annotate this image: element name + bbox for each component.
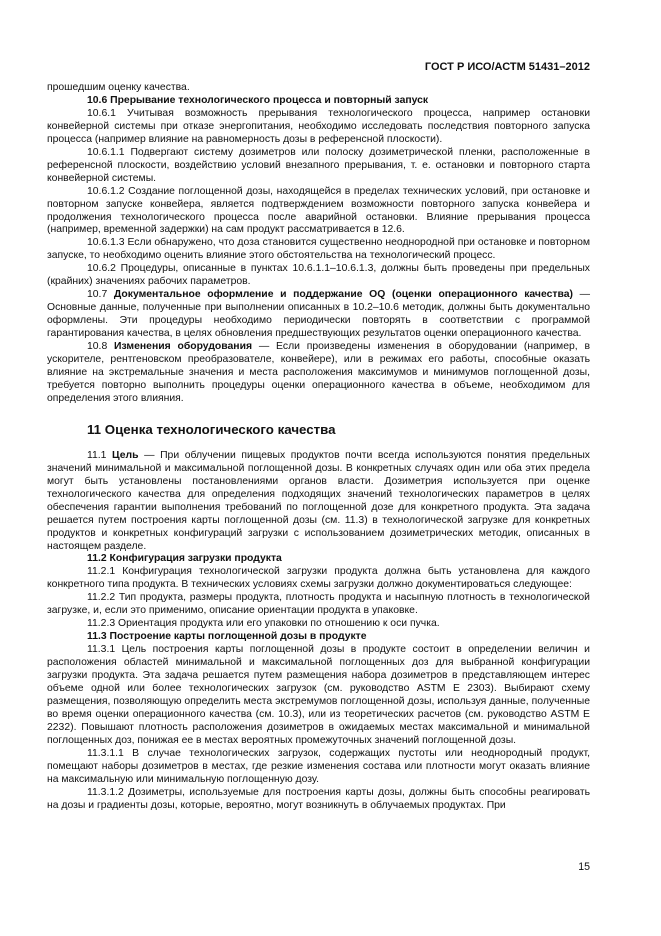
paragraph: [47, 95, 590, 108]
paragraph: [47, 631, 590, 644]
paragraph-text: 10.6.1.3 Если обнаружено, что доза становится существенно неоднородной при остановке и повторном запуске, то необходимо оценить влияние этого обстоятельства на технологический процесс.: [47, 237, 590, 262]
clause-title: Цель: [112, 449, 139, 461]
paragraph-text: 11.3.1.1 В случае технологических загрузок, содержащих пустоты или неоднородный продукт, помещают наборы дозиметров в местах, где резкие изменения состава или плотности могут оказать влияние на максимальную или минимальную поглощенную дозу.: [47, 747, 590, 785]
paragraph-text: 11.2.1 Конфигурация технологической загрузки продукта должна быть установлена для каждого конкретного типа продукта. В технических условиях схемы загрузки должно документироваться следующее:: [47, 566, 590, 591]
paragraph-text: 11.2.2 Тип продукта, размеры продукта, плотность продукта и насыпную плотность в технологической загрузке, и, если это применимо, описание ориентации продукта в упаковке.: [47, 592, 590, 617]
clause-title: 11.3 Построение карты поглощенной дозы в продукте: [87, 631, 367, 643]
paragraph: [47, 289, 590, 341]
paragraph: [47, 82, 590, 95]
paragraph-text: 11.3.1 Цель построения карты поглощенной дозы в продукте состоит в определении величин и расположения областей минимальной и максимальной поглощенных доз для выбранной конфигурации загрузки продукта. Эта задача решается путем размещения набора дозиметров в представляющем интерес объеме одной или более технологических загрузок (см. руководство ASTM E 2303). Выбирают схему размещения, позволяющую определить места экстремумов поглощенной дозы, используя данные, полученные во время оценки операционного качества (см. 10.3), или из теоретических расчетов (см. руководство ASTM E 2232). Повышают плотность расположения дозиметров в ожидаемых местах максимальной и минимальной поглощенных доз, понижая ее в местах вероятных промежуточных значений поглощенной дозы.: [47, 644, 590, 746]
paragraph-text: 10.6.1.1 Подвергают систему дозиметров или полоску дозиметрической пленки, расположенные в референсной плоскости, воздействию условий внезапного прерывания, т. е. остановки и повторного старта конвейерной системы.: [47, 146, 590, 184]
clause-title: 10.6 Прерывание технологического процесса и повторный запуск: [87, 94, 429, 106]
clause-title: 11.2 Конфигурация загрузки продукта: [87, 553, 282, 565]
clause-number: 10.7: [87, 289, 114, 301]
paragraph-text: прошедшим оценку качества.: [47, 82, 190, 93]
paragraph: [47, 748, 590, 787]
section-heading: 11 Оценка технологического качества: [87, 421, 336, 437]
paragraph: [47, 566, 590, 592]
paragraph: [47, 147, 590, 186]
clause-title: Документальное оформление и поддержание OQ (оценки операционного качества): [113, 289, 573, 301]
paragraph: [47, 237, 590, 263]
paragraph-text: 10.6.1.2 Создание поглощенной дозы, находящейся в пределах технических условий, при остановке и повторном запуске конвейера, является подтверждением возможности повторного запуска конвейера и продолжения технологического процесса после аварийной остановки. Влияние прерывания процесса (например, временной задержки) на сам продукт рассматривается в 12.6.: [47, 185, 590, 236]
paragraph-text: — При облучении пищевых продуктов почти всегда используются понятия предельных значений минимальной и максимальной поглощенной дозы. В конкретных случаях один или оба этих предела могут быть установлены постановлениями органов власти. Дозиметрия используется при оценке технологического качества для определения подходящих значений технологических параметров в целях обеспечения гарантии выполнения требований по поглощенной дозе для конкретного продукта. Эта задача решается путем построения карты поглощенной дозы (см. 11.3) в технологической загрузке для конкретных продуктов и конкретных конфигураций загрузки с использованием дозиметрических методик, описанных в настоящем разделе.: [47, 449, 590, 552]
paragraph-text: — Если произведены изменения в оборудовании (например, в ускорителе, рентгеновском преобразователе, конвейере), или в режимах его работы, способные оказать влияние на экстремальные значения и места расположения максимумов и минимумов поглощенной дозы, требуется повторно выполнить процедуры оценки операционного качества в объеме, необходимом для определения этого влияния.: [47, 341, 590, 404]
paragraph: [47, 186, 590, 238]
paragraph: [47, 108, 590, 147]
paragraph: [47, 592, 590, 618]
clause-number: 10.8: [87, 341, 115, 353]
paragraph-text: 11.2.3 Ориентация продукта или его упаковки по отношению к оси пучка.: [87, 618, 440, 630]
clause-title: Изменения оборудования: [114, 341, 253, 353]
paragraph: [47, 644, 590, 748]
paragraph: [47, 450, 590, 554]
paragraph-text: 11.3.1.2 Дозиметры, используемые для построения карты дозы, должны быть способны реагировать на дозы и градиенты дозы, которые, вероятно, могут возникнуть в облучаемых продуктах. При: [47, 786, 590, 811]
clause-number: 11.1: [87, 449, 113, 461]
paragraph: [47, 341, 590, 406]
paragraph-text: 10.6.1 Учитывая возможность прерывания технологического процесса, например остановки конвейерной системы при отказе энергопитания, необходимо исследовать последствия повторного запуска процесса (например влияние на равномерность дозы в референсной плоскости).: [47, 107, 590, 145]
paragraph: [47, 263, 590, 289]
paragraph: [47, 553, 590, 566]
page-number: 15: [578, 861, 590, 873]
paragraph: [47, 787, 590, 813]
paragraph-text: 10.6.2 Процедуры, описанные в пунктах 10.6.1.1–10.6.1.3, должны быть проведены при предельных (крайних) значениях рабочих параметров.: [47, 263, 590, 288]
paragraph: [47, 618, 590, 631]
document-header: ГОСТ Р ИСО/АСТМ 51431–2012: [424, 61, 590, 73]
paragraph-text: — Основные данные, полученные при выполнении описанных в 10.2–10.6 методик, должны быть документально оформлены. Эти процедуры необходимо периодически повторять в соответствии с программой гарантирования качества, в целях обновления предшествующих результатов оценки операционного качества.: [47, 289, 590, 340]
document-body: [47, 82, 590, 813]
